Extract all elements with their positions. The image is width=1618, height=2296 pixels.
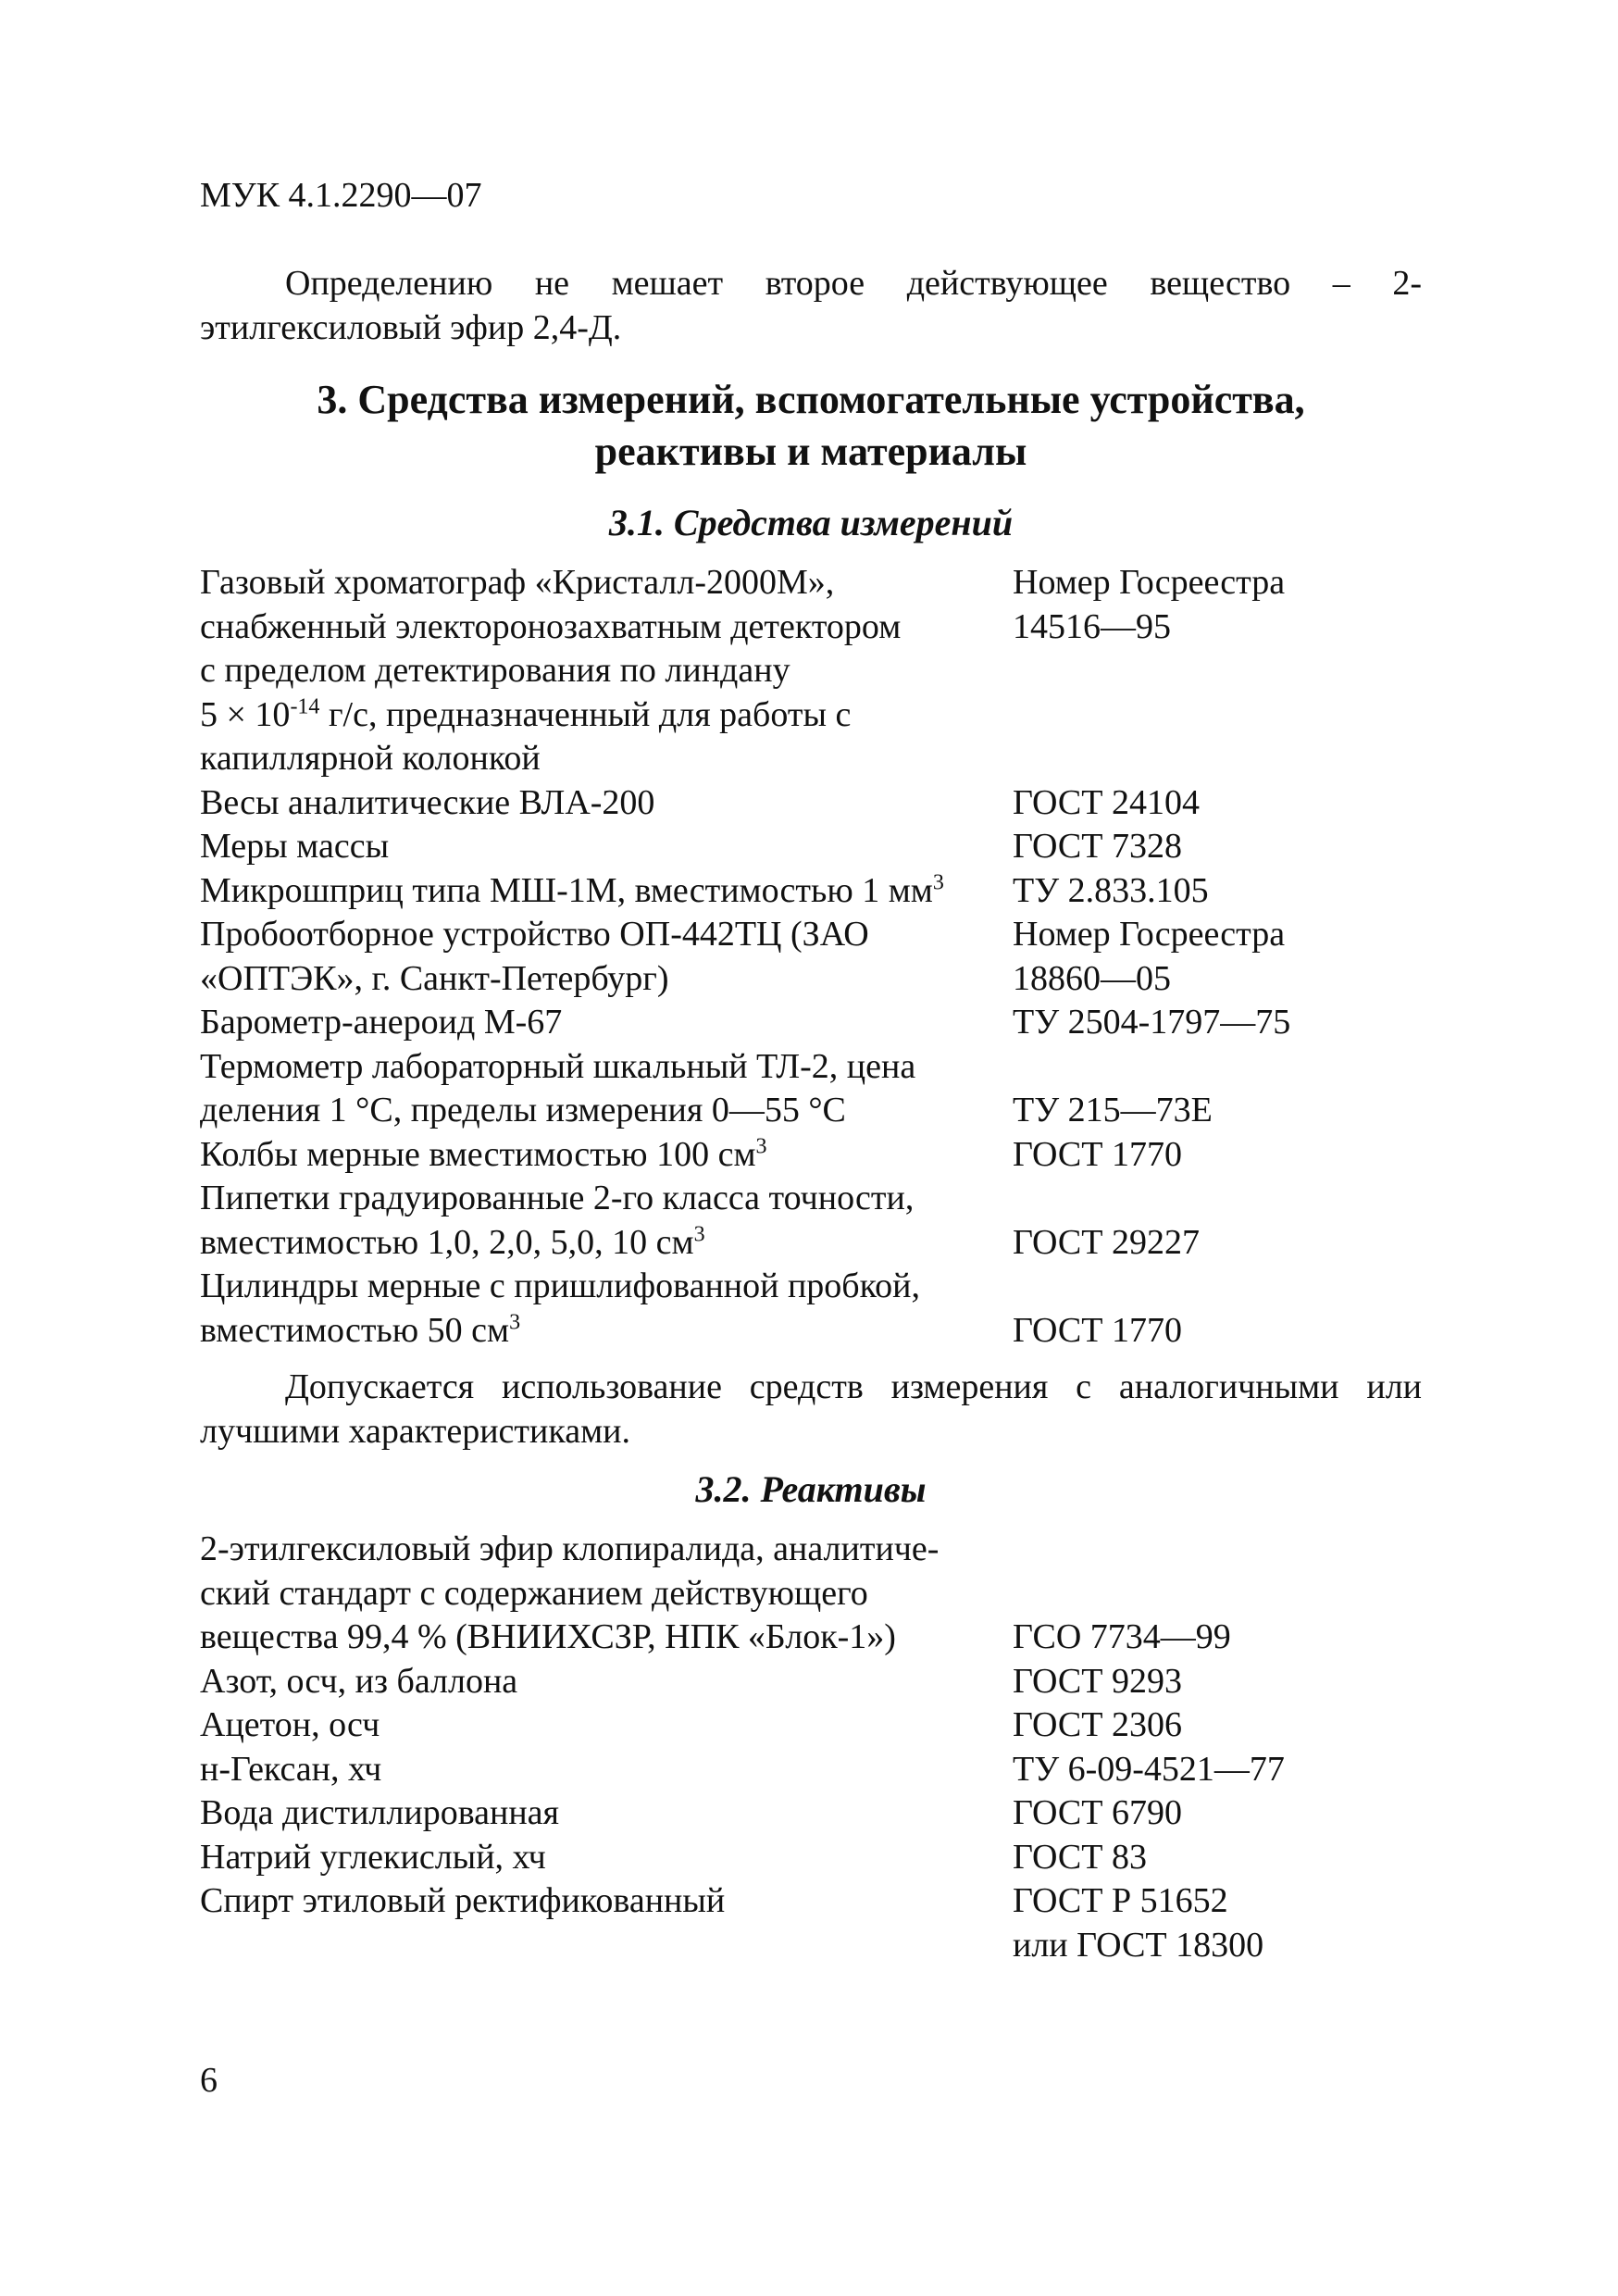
table-row: [200, 1177, 1422, 1265]
item-standard: ГОСТ 6790: [1013, 1793, 1182, 1832]
item-name: Спирт этиловый ректификованный: [200, 1881, 726, 1920]
item-name: Азот, осч, из баллона: [200, 1661, 518, 1701]
item-name: Барометр-анероид М-67: [200, 1003, 563, 1042]
table-row: [200, 1703, 1422, 1748]
table-row: [200, 1001, 1422, 1045]
item-standard: Номер Госреестра 18860—05: [1013, 915, 1286, 998]
table-row: [200, 1791, 1422, 1836]
section-title-line-1: 3. Средства измерений, вспомогательные устройства,: [317, 377, 1305, 422]
item-standard: ТУ 6-09-4521—77: [1013, 1749, 1285, 1789]
item-name: Колбы мерные вместимостью 100 $см^3$: [200, 1133, 767, 1174]
table-row: [200, 1045, 1422, 1133]
item-standard: ТУ 2.833.105: [1013, 870, 1209, 910]
item-name: Газовый хроматограф «Кристалл-2000М», снабженный электоронозахватным детектором с пределом детектирования по линдану $5 \times 10^{-14}$ г/с, предназначенный для работы с капиллярной колонкой: [200, 563, 902, 778]
item-standard: ГОСТ 7328: [1013, 827, 1182, 866]
item-standard: ТУ 215—73Е: [1013, 1091, 1213, 1129]
item-standard: ГОСТ 2306: [1013, 1705, 1182, 1744]
table-row: [200, 1660, 1422, 1704]
table-row: [200, 1748, 1422, 1792]
item-name: 2-этилгексиловый эфир клопиралида, аналитиче- ский стандарт с содержанием действующего вещества 99,4 % (ВНИИХСЗР, НПК «Блок-1»): [200, 1529, 940, 1656]
subsection-title-reagents: 3.2. Реактивы: [695, 1468, 927, 1510]
item-standard: ГОСТ 83: [1013, 1837, 1147, 1877]
table-row: [200, 1133, 1422, 1178]
item-standard: ТУ 2504-1797—75: [1013, 1003, 1291, 1042]
reagents-table: [200, 1528, 1422, 1967]
table-row: [200, 1879, 1422, 1967]
section-title-line-2: реактивы и материалы: [594, 429, 1027, 474]
item-name: Вода дистиллированная: [200, 1793, 560, 1832]
table-row: [200, 913, 1422, 1001]
measurement-table: [200, 561, 1422, 1353]
item-name: Термометр лабораторный шкальный ТЛ-2, цена деления 1 °С, пределы измерения 0—55 °С: [200, 1046, 916, 1129]
item-name: Ацетон, осч: [200, 1705, 380, 1744]
item-standard: ГОСТ 1770: [1013, 1310, 1182, 1350]
item-standard: ГОСТ 9293: [1013, 1661, 1182, 1701]
table-row: [200, 825, 1422, 869]
table-row: [200, 1528, 1422, 1660]
item-standard: Номер Госреестра 14516—95: [1013, 563, 1286, 646]
item-standard: ГОСТ 29227: [1013, 1222, 1200, 1262]
item-standard: ГОСТ Р 51652 или ГОСТ 18300: [1013, 1881, 1264, 1965]
item-name: Натрий углекислый, хч: [200, 1837, 546, 1877]
item-name: Пробоотборное устройство ОП-442ТЦ (ЗАО «ОПТЭК», г. Санкт-Петербург): [200, 915, 869, 998]
subsection-title-measurement: 3.1. Средства измерений: [608, 502, 1014, 543]
item-name: Пипетки градуированные 2-го класса точности, вместимостью 1,0, 2,0, 5,0, 10 $см^3$: [200, 1179, 915, 1262]
table-row: [200, 1265, 1422, 1353]
document-code: МУК 4.1.2290—07: [200, 176, 482, 215]
section-title: [200, 374, 1422, 478]
item-name: Весы аналитические ВЛА-200: [200, 782, 655, 822]
item-name: Меры массы: [200, 827, 390, 866]
table-row: [200, 869, 1422, 914]
item-name: Цилиндры мерные с пришлифованной пробкой, вместимостью 50 $см^3$: [200, 1267, 920, 1350]
item-name: н-Гексан, хч: [200, 1749, 382, 1789]
measurement-note: Допускается использование средств измерения с аналогичными или лучшими характеристиками.: [200, 1367, 1422, 1451]
page-number: 6: [200, 2061, 218, 2100]
item-standard: ГОСТ 24104: [1013, 782, 1200, 822]
table-row: [200, 781, 1422, 826]
intro-paragraph: Определению не мешает второе действующее вещество – 2-этилгексиловый эфир 2,4-Д.: [200, 264, 1422, 347]
table-row: [200, 1836, 1422, 1880]
item-standard: ГОСТ 1770: [1013, 1134, 1182, 1174]
item-standard: ГСО 7734—99: [1013, 1617, 1231, 1656]
item-name: Микрошприц типа МШ-1М, вместимостью 1 $мм^3$: [200, 869, 944, 910]
table-row: [200, 561, 1422, 781]
